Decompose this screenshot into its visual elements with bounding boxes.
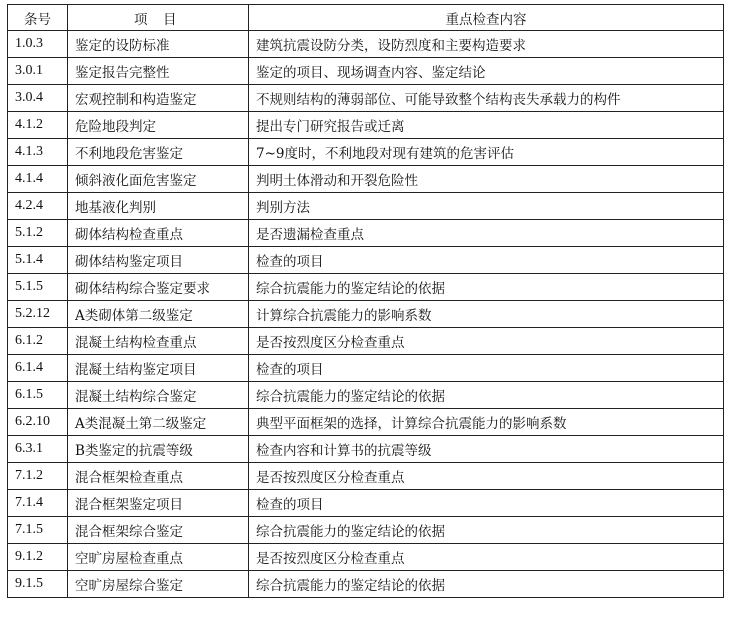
cell-content: 提出专门研究报告或迁离 bbox=[249, 112, 724, 139]
cell-item: 地基液化判别 bbox=[68, 193, 249, 220]
cell-number: 6.2.10 bbox=[8, 409, 68, 436]
cell-number: 1.0.3 bbox=[8, 31, 68, 58]
cell-number: 3.0.1 bbox=[8, 58, 68, 85]
cell-number: 4.1.3 bbox=[8, 139, 68, 166]
table-row bbox=[8, 220, 724, 247]
cell-number: 7.1.5 bbox=[8, 517, 68, 544]
cell-content: 建筑抗震设防分类，设防烈度和主要构造要求 bbox=[249, 31, 724, 58]
cell-content: 综合抗震能力的鉴定结论的依据 bbox=[249, 517, 724, 544]
cell-item: 鉴定报告完整性 bbox=[68, 58, 249, 85]
table-row bbox=[8, 436, 724, 463]
cell-number: 9.1.2 bbox=[8, 544, 68, 571]
cell-content: 是否遗漏检查重点 bbox=[249, 220, 724, 247]
cell-number: 7.1.4 bbox=[8, 490, 68, 517]
table-body bbox=[8, 31, 724, 598]
cell-content: 判明土体滑动和开裂危险性 bbox=[249, 166, 724, 193]
cell-content: 综合抗震能力的鉴定结论的依据 bbox=[249, 571, 724, 598]
cell-item: 不利地段危害鉴定 bbox=[68, 139, 249, 166]
cell-item: 宏观控制和构造鉴定 bbox=[68, 85, 249, 112]
cell-item: 混凝土结构检查重点 bbox=[68, 328, 249, 355]
table-row bbox=[8, 328, 724, 355]
cell-content: 是否按烈度区分检查重点 bbox=[249, 328, 724, 355]
cell-item: A类砌体第二级鉴定 bbox=[68, 301, 249, 328]
cell-content: 判别方法 bbox=[249, 193, 724, 220]
table-row bbox=[8, 463, 724, 490]
cell-item: 砌体结构检查重点 bbox=[68, 220, 249, 247]
table-row bbox=[8, 85, 724, 112]
table-row bbox=[8, 544, 724, 571]
table-row bbox=[8, 58, 724, 85]
table-row bbox=[8, 301, 724, 328]
cell-number: 6.1.5 bbox=[8, 382, 68, 409]
cell-content: 鉴定的项目、现场调查内容、鉴定结论 bbox=[249, 58, 724, 85]
table-row bbox=[8, 571, 724, 598]
header-content: 重点检查内容 bbox=[249, 5, 724, 31]
table-row bbox=[8, 139, 724, 166]
cell-item: A类混凝土第二级鉴定 bbox=[68, 409, 249, 436]
cell-number: 4.1.2 bbox=[8, 112, 68, 139]
cell-content: 检查的项目 bbox=[249, 490, 724, 517]
cell-item: 空旷房屋检查重点 bbox=[68, 544, 249, 571]
table-row bbox=[8, 166, 724, 193]
cell-content: 检查的项目 bbox=[249, 247, 724, 274]
cell-number: 5.1.4 bbox=[8, 247, 68, 274]
cell-item: 倾斜液化面危害鉴定 bbox=[68, 166, 249, 193]
table-row bbox=[8, 409, 724, 436]
cell-number: 4.1.4 bbox=[8, 166, 68, 193]
cell-item: 危险地段判定 bbox=[68, 112, 249, 139]
table-row bbox=[8, 490, 724, 517]
table-header-row bbox=[8, 5, 724, 31]
cell-number: 7.1.2 bbox=[8, 463, 68, 490]
cell-item: 混合框架检查重点 bbox=[68, 463, 249, 490]
cell-content: 检查内容和计算书的抗震等级 bbox=[249, 436, 724, 463]
cell-content: 检查的项目 bbox=[249, 355, 724, 382]
table-row bbox=[8, 247, 724, 274]
cell-content: 7~9度时，不利地段对现有建筑的危害评估 bbox=[249, 139, 724, 166]
inspection-table bbox=[7, 4, 724, 598]
table-row bbox=[8, 517, 724, 544]
cell-number: 5.2.12 bbox=[8, 301, 68, 328]
table-row bbox=[8, 382, 724, 409]
cell-item: 空旷房屋综合鉴定 bbox=[68, 571, 249, 598]
cell-number: 5.1.5 bbox=[8, 274, 68, 301]
table-row bbox=[8, 355, 724, 382]
table-row bbox=[8, 112, 724, 139]
cell-item: 混合框架综合鉴定 bbox=[68, 517, 249, 544]
table-row bbox=[8, 31, 724, 58]
cell-number: 5.1.2 bbox=[8, 220, 68, 247]
cell-number: 6.1.4 bbox=[8, 355, 68, 382]
cell-item: 砌体结构鉴定项目 bbox=[68, 247, 249, 274]
cell-content: 是否按烈度区分检查重点 bbox=[249, 463, 724, 490]
cell-item: 混合框架鉴定项目 bbox=[68, 490, 249, 517]
cell-content: 是否按烈度区分检查重点 bbox=[249, 544, 724, 571]
cell-number: 6.3.1 bbox=[8, 436, 68, 463]
cell-content: 综合抗震能力的鉴定结论的依据 bbox=[249, 274, 724, 301]
cell-item: B类鉴定的抗震等级 bbox=[68, 436, 249, 463]
cell-content: 计算综合抗震能力的影响系数 bbox=[249, 301, 724, 328]
cell-number: 4.2.4 bbox=[8, 193, 68, 220]
table-row bbox=[8, 274, 724, 301]
cell-item: 混凝土结构综合鉴定 bbox=[68, 382, 249, 409]
cell-number: 3.0.4 bbox=[8, 85, 68, 112]
cell-number: 9.1.5 bbox=[8, 571, 68, 598]
cell-content: 综合抗震能力的鉴定结论的依据 bbox=[249, 382, 724, 409]
cell-content: 典型平面框架的选择，计算综合抗震能力的影响系数 bbox=[249, 409, 724, 436]
header-item: 项 目 bbox=[68, 5, 249, 31]
cell-content: 不规则结构的薄弱部位、可能导致整个结构丧失承载力的构件 bbox=[249, 85, 724, 112]
cell-item: 砌体结构综合鉴定要求 bbox=[68, 274, 249, 301]
cell-number: 6.1.2 bbox=[8, 328, 68, 355]
header-number: 条号 bbox=[8, 5, 68, 31]
cell-item: 混凝土结构鉴定项目 bbox=[68, 355, 249, 382]
table-row bbox=[8, 193, 724, 220]
cell-item: 鉴定的设防标准 bbox=[68, 31, 249, 58]
